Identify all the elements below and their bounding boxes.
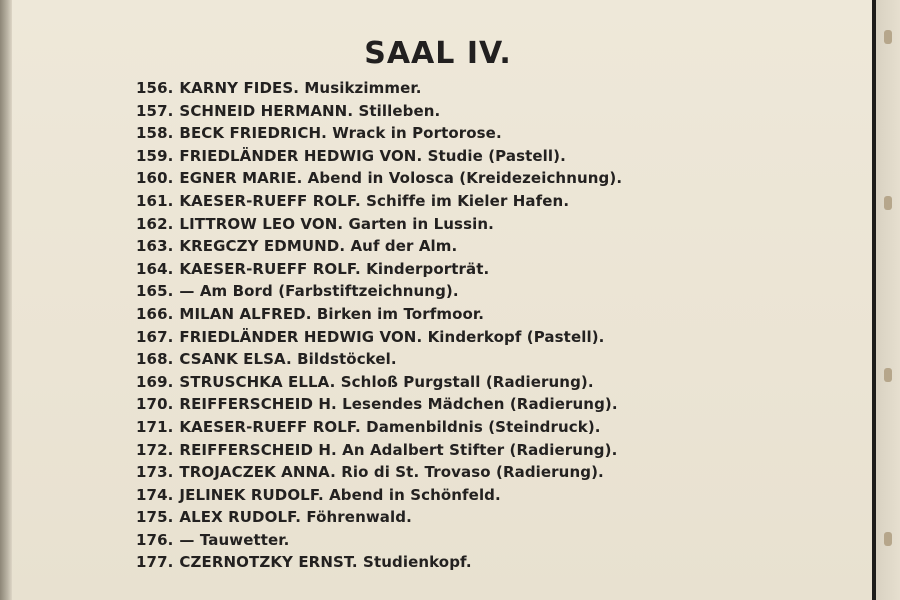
- adjacent-page-edge: [876, 0, 900, 600]
- entry-number: 162.: [136, 214, 174, 233]
- entry-number: 168.: [136, 350, 174, 369]
- entry-text: KREGCZY EDMUND. Auf der Alm.: [179, 237, 458, 256]
- entry-number: 176.: [136, 530, 174, 549]
- binding-stitch: [884, 368, 892, 382]
- catalog-entry: [136, 326, 622, 349]
- catalog-entry: [136, 145, 622, 168]
- entry-text: KAESER-RUEFF ROLF. Kinderporträt.: [179, 259, 490, 278]
- page-title: SAAL IV.: [364, 36, 512, 71]
- entry-number: 161.: [136, 191, 174, 210]
- entry-number: 159.: [136, 146, 174, 165]
- entry-text: CSANK ELSA. Bildstöckel.: [179, 350, 397, 369]
- catalog-entry: [136, 439, 622, 462]
- catalog-entry: [136, 529, 622, 552]
- entry-text: ALEX RUDOLF. Föhrenwald.: [179, 508, 412, 527]
- entry-number: 156.: [136, 79, 174, 97]
- catalog-entry: [136, 506, 622, 529]
- entry-text: BECK FRIEDRICH. Wrack in Portorose.: [179, 124, 502, 143]
- catalog-entry: [136, 190, 622, 213]
- entry-text: KARNY FIDES. Musikzimmer.: [179, 79, 422, 97]
- entry-number: 157.: [136, 101, 174, 120]
- entry-number: 166.: [136, 304, 174, 323]
- catalog-entry: [136, 416, 622, 439]
- entry-number: 167.: [136, 327, 174, 346]
- entry-number: 172.: [136, 440, 174, 459]
- entry-number: 175.: [136, 508, 174, 527]
- entry-text: — Am Bord (Farbstiftzeichnung).: [179, 282, 459, 301]
- entry-text: LITTROW LEO VON. Garten in Lussin.: [179, 214, 494, 233]
- catalog-list: [136, 77, 622, 574]
- entry-text: STRUSCHKA ELLA. Schloß Purgstall (Radierung).: [179, 372, 594, 391]
- catalog-entry: [136, 303, 622, 326]
- entry-number: 165.: [136, 282, 174, 301]
- catalog-entry: [136, 371, 622, 394]
- entry-number: 177.: [136, 553, 174, 572]
- entry-number: 163.: [136, 237, 174, 256]
- entry-text: KAESER-RUEFF ROLF. Damenbildnis (Steindruck).: [179, 417, 601, 436]
- entry-number: 171.: [136, 417, 174, 436]
- entry-number: 169.: [136, 372, 174, 391]
- entry-number: 164.: [136, 259, 174, 278]
- binding-stitch: [884, 30, 892, 44]
- entry-text: REIFFERSCHEID H. An Adalbert Stifter (Radierung).: [179, 440, 618, 459]
- binding-stitch: [884, 532, 892, 546]
- entry-text: REIFFERSCHEID H. Lesendes Mädchen (Radierung).: [179, 395, 618, 414]
- entry-number: 170.: [136, 395, 174, 414]
- catalog-entry: [136, 461, 622, 484]
- entry-text: TROJACZEK ANNA. Rio di St. Trovaso (Radierung).: [179, 463, 604, 482]
- catalog-entry: [136, 167, 622, 190]
- catalog-entry: [136, 77, 622, 100]
- entry-text: FRIEDLÄNDER HEDWIG VON. Kinderkopf (Pastell).: [179, 327, 605, 346]
- catalog-entry: [136, 484, 622, 507]
- entry-text: SCHNEID HERMANN. Stilleben.: [179, 101, 441, 120]
- catalog-entry: [136, 235, 622, 258]
- catalog-entry: [136, 393, 622, 416]
- entry-number: 174.: [136, 485, 174, 504]
- entry-number: 173.: [136, 463, 174, 482]
- entry-number: 160.: [136, 169, 174, 188]
- catalog-entry: [136, 348, 622, 371]
- entry-text: MILAN ALFRED. Birken im Torfmoor.: [179, 304, 485, 323]
- entry-text: — Tauwetter.: [179, 530, 290, 549]
- catalog-entry: [136, 280, 622, 303]
- entry-text: KAESER-RUEFF ROLF. Schiffe im Kieler Hafen.: [179, 191, 570, 210]
- entry-text: EGNER MARIE. Abend in Volosca (Kreidezeichnung).: [179, 169, 623, 188]
- binding-stitch: [884, 196, 892, 210]
- catalog-entry: [136, 258, 622, 281]
- catalog-entry: [136, 122, 622, 145]
- entry-text: CZERNOTZKY ERNST. Studienkopf.: [179, 553, 472, 572]
- catalog-entry: [136, 100, 622, 123]
- book-spine-shadow: [0, 0, 12, 600]
- entry-text: JELINEK RUDOLF. Abend in Schönfeld.: [179, 485, 501, 504]
- entry-text: FRIEDLÄNDER HEDWIG VON. Studie (Pastell).: [179, 146, 566, 165]
- catalog-entry: [136, 551, 622, 574]
- catalog-entry: [136, 213, 622, 236]
- entry-number: 158.: [136, 124, 174, 143]
